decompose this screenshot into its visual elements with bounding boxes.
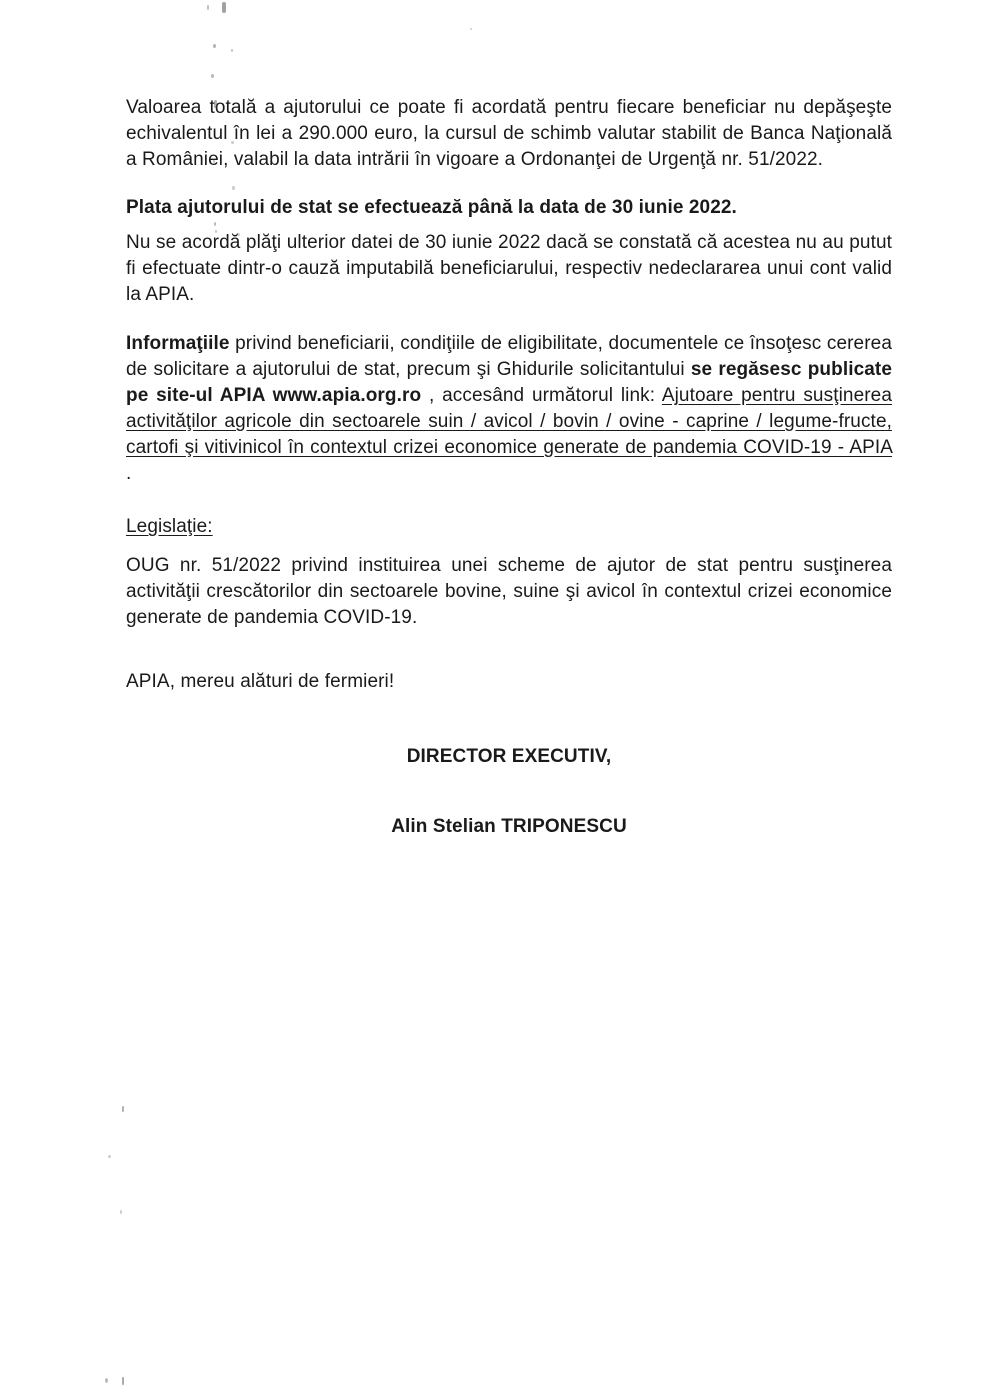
paragraph-plata-deadline: Plata ajutorului de stat se efectuează până la data de 30 iunie 2022. [126,197,737,218]
scan-speck [215,230,217,233]
scan-speck [108,1155,111,1158]
scan-speck [237,233,240,236]
heading-legislatie: Legislaţie: [126,516,213,537]
scan-speck [232,186,235,190]
signature-name: Alin Stelian TRIPONESCU [391,816,627,837]
link-ajutoare-apia[interactable]: Ajutoare pentru susţinerea activităţilor agricole din sectoarele suin / avicol / bovin / ovine - caprine / legume-fructe, cartofi şi vitivinicol în contextul crizei economice generate de pandemia COVID-19 - APIA [126,385,892,458]
paragraph-valoare-totala: Valoarea totală a ajutorului ce poate fi acordată pentru fiecare beneficiar nu depăşeşte echivalentul în lei a 290.000 euro, la cursul de schimb valutar stabilit de Banca Naţională a României, valabil la data intrării în vigoare a Ordonanţei de Urgenţă nr. 51/2022. [126,97,892,170]
informatii-text-end: . [126,463,132,484]
document-body [126,95,892,840]
informatii-bold-site-url: se regăsesc publicate pe site-ul APIA www.apia.org.ro [126,359,892,406]
scan-speck [231,141,234,144]
scan-speck [122,1106,124,1112]
scan-speck [214,100,217,108]
scan-speck [222,2,226,13]
scan-speck [207,5,209,10]
scan-speck [214,222,216,226]
paragraph-plati-ulterioare: Nu se acordă plăţi ulterior datei de 30 iunie 2022 dacă se constată că acestea nu au putut fi efectuate dintr-o cauză imputabilă beneficiarului, respectiv nedeclararea unui cont valid la APIA. [126,232,892,305]
scan-speck [213,159,215,163]
scan-speck [231,49,233,52]
scan-speck [213,44,216,48]
apia-slogan: APIA, mereu alături de fermieri! [126,671,395,692]
informatii-bold-lead: Informaţiile [126,333,230,354]
paragraph-informatii [126,331,892,487]
scan-speck [120,1210,122,1214]
informatii-text-mid2: , accesând următorul link: [421,385,662,406]
scan-speck [470,28,472,30]
informatii-text-mid1: privind beneficiarii, condiţiile de eligibilitate, documentele ce însoţesc cererea de solicitare a ajutorului de stat, precum şi Ghidurile solicitantului [126,333,892,380]
scan-speck [211,74,214,78]
scan-speck [122,1377,124,1385]
scan-speck [105,1378,108,1383]
signature-title: DIRECTOR EXECUTIV, [406,746,612,767]
paragraph-oug: OUG nr. 51/2022 privind instituirea unei scheme de ajutor de stat pentru susţinerea activităţii crescătorilor din sectoarele bovine, suine şi avicol în contextul crizei economice generate de pandemia COVID-19. [126,555,892,628]
